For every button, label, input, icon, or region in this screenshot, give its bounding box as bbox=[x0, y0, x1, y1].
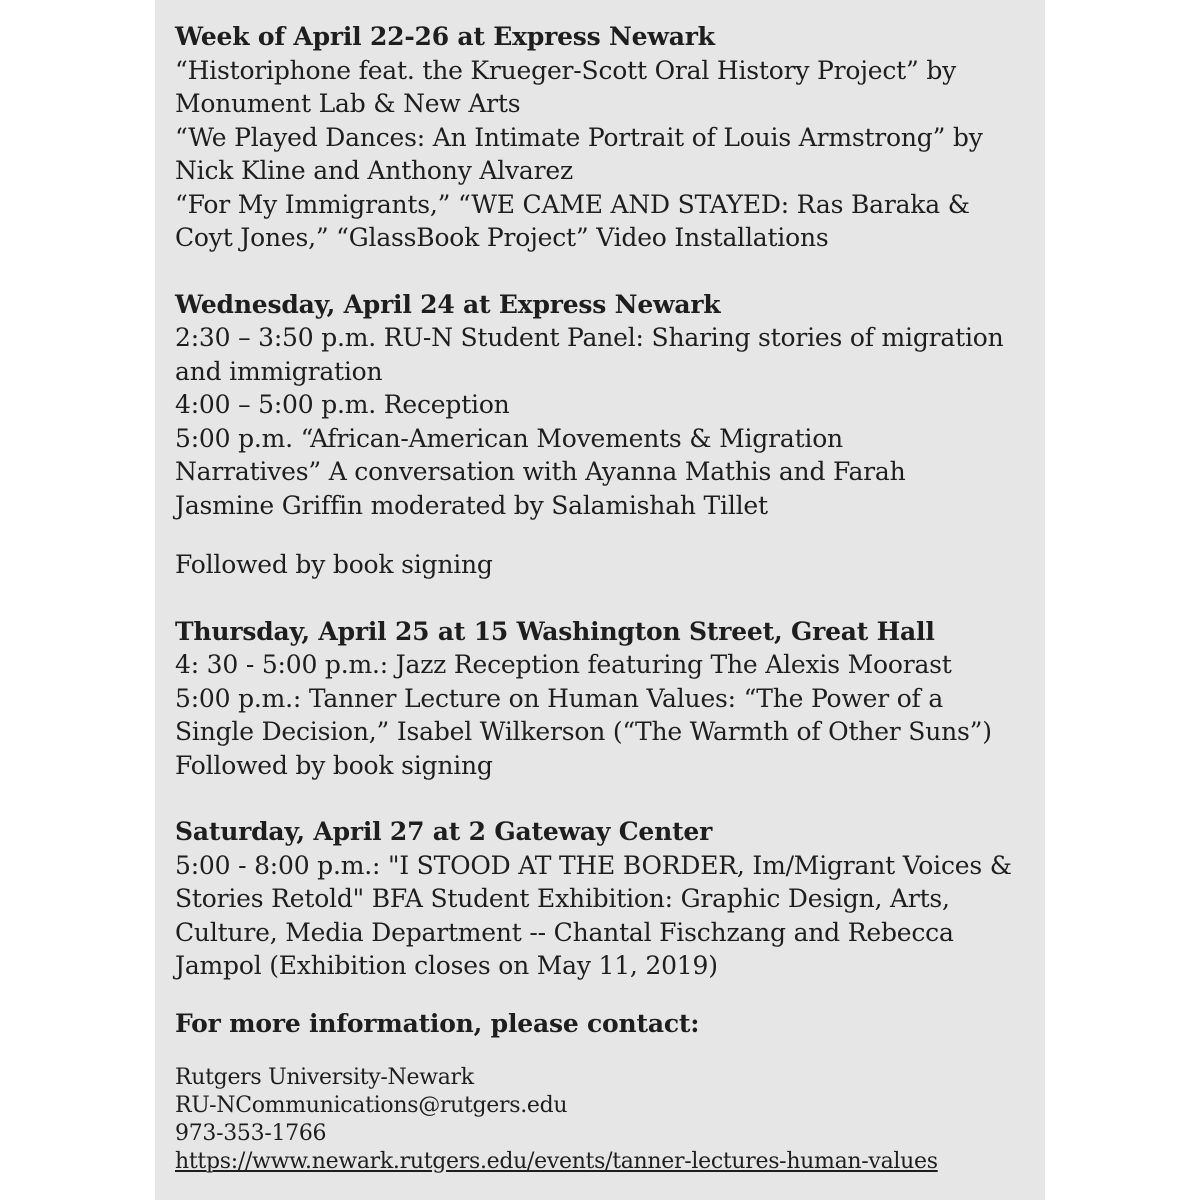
week-line: Coyt Jones,” “GlassBook Project” Video Installations bbox=[175, 223, 829, 252]
thursday-section bbox=[175, 615, 1045, 783]
contact-block bbox=[175, 1064, 1045, 1176]
thursday-line: 5:00 p.m.: Tanner Lecture on Human Values: “The Power of a bbox=[175, 683, 944, 713]
contact-phone: 973-353-1766 bbox=[175, 1120, 327, 1146]
section-spacer bbox=[175, 255, 1045, 288]
saturday-section bbox=[175, 815, 1045, 983]
paragraph-spacer bbox=[175, 522, 1045, 548]
wednesday-section bbox=[175, 288, 1045, 582]
wednesday-line: and immigration bbox=[175, 356, 383, 386]
section-spacer bbox=[175, 983, 1045, 1007]
document-text bbox=[175, 20, 1045, 1176]
thursday-line: 4: 30 - 5:00 p.m.: Jazz Reception featuring The Alexis Moorast bbox=[175, 650, 952, 679]
contact-email: RU-NCommunications@rutgers.edu bbox=[175, 1092, 568, 1118]
week-line: “Historiphone feat. the Krueger-Scott Oral History Project” by bbox=[175, 55, 957, 85]
week-heading: Week of April 22-26 at Express Newark bbox=[175, 22, 715, 51]
wednesday-line: Narratives” A conversation with Ayanna Mathis and Farah bbox=[175, 457, 906, 486]
document-panel bbox=[155, 0, 1045, 1200]
saturday-line: 5:00 - 8:00 p.m.: "I STOOD AT THE BORDER, Im/Migrant Voices & bbox=[175, 850, 1012, 880]
wednesday-heading: Wednesday, April 24 at Express Newark bbox=[175, 289, 721, 319]
week-line: “We Played Dances: An Intimate Portrait of Louis Armstrong” by bbox=[175, 122, 983, 152]
event-link[interactable]: https://www.newark.rutgers.edu/events/tanner-lectures-human-values bbox=[175, 1148, 938, 1174]
thursday-line: Followed by book signing bbox=[175, 750, 493, 780]
contact-org: Rutgers University-Newark bbox=[175, 1064, 474, 1090]
week-line: Nick Kline and Anthony Alvarez bbox=[175, 156, 573, 185]
wednesday-line: 2:30 – 3:50 p.m. RU-N Student Panel: Sharing stories of migration bbox=[175, 323, 1004, 352]
contact-heading: For more information, please contact: bbox=[175, 1008, 700, 1038]
week-section bbox=[175, 20, 1045, 255]
wednesday-line: 4:00 – 5:00 p.m. Reception bbox=[175, 390, 510, 419]
saturday-line: Stories Retold" BFA Student Exhibition: Graphic Design, Arts, bbox=[175, 884, 950, 913]
wednesday-line: 5:00 p.m. “African-American Movements & Migration bbox=[175, 423, 843, 453]
week-line: Monument Lab & New Arts bbox=[175, 89, 521, 118]
wednesday-followed: Followed by book signing bbox=[175, 550, 493, 579]
thursday-heading: Thursday, April 25 at 15 Washington Street, Great Hall bbox=[175, 616, 935, 646]
saturday-line: Culture, Media Department -- Chantal Fischzang and Rebecca bbox=[175, 917, 954, 947]
wednesday-line: Jasmine Griffin moderated by Salamishah Tillet bbox=[175, 490, 768, 520]
week-line: “For My Immigrants,” “WE CAME AND STAYED: Ras Baraka & bbox=[175, 189, 970, 219]
section-spacer bbox=[175, 582, 1045, 615]
thursday-line: Single Decision,” Isabel Wilkerson (“The Warmth of Other Suns”) bbox=[175, 717, 992, 746]
section-spacer bbox=[175, 782, 1045, 815]
saturday-line: Jampol (Exhibition closes on May 11, 2019) bbox=[175, 951, 718, 980]
saturday-heading: Saturday, April 27 at 2 Gateway Center bbox=[175, 817, 713, 846]
